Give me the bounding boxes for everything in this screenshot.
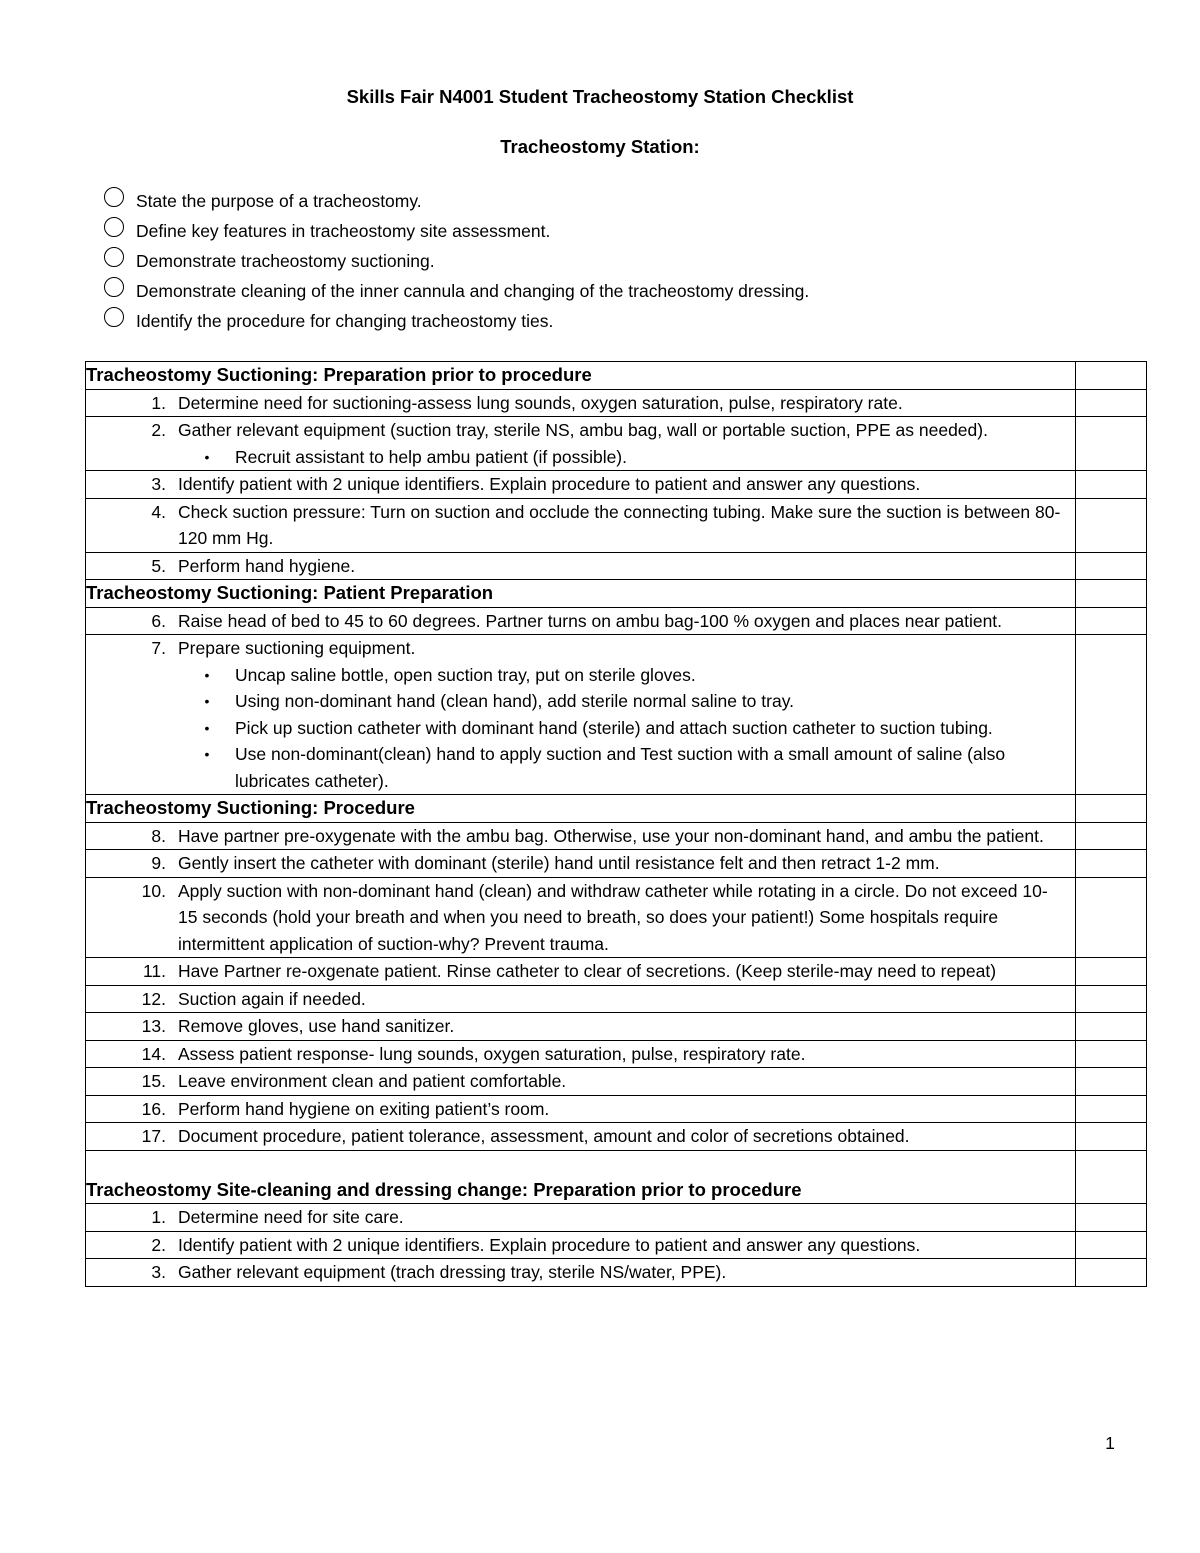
step-cell [86,1231,1076,1259]
check-box-cell[interactable] [1076,607,1147,635]
step-row [86,1095,1147,1123]
step-text: Gather relevant equipment (trach dressing tray, sterile NS/water, PPE). [178,1262,727,1282]
checklist-table [85,361,1147,1287]
step-cell [86,822,1076,850]
step-number: 3. [151,474,166,494]
step-row [86,985,1147,1013]
step-cell [86,1259,1076,1287]
step-row [86,498,1147,552]
check-box-cell[interactable] [1076,552,1147,580]
bullet-text: Use non-dominant(clean) hand to apply suction and Test suction with a small amount of saline (also lubricates catheter). [235,744,1006,791]
step-row [86,1231,1147,1259]
step-text: Assess patient response- lung sounds, oxygen saturation, pulse, respiratory rate. [178,1043,806,1064]
step-cell [86,498,1076,552]
objective-item [104,246,1104,276]
step-text: Determine need for suctioning-assess lung sounds, oxygen saturation, pulse, respiratory rate. [178,392,903,413]
bullet-item [178,688,1063,715]
step-text: Check suction pressure: Turn on suction and occlude the connecting tubing. Make sure the suction is between 80-120 mm Hg. [178,501,1061,548]
check-box-cell[interactable] [1076,1204,1147,1232]
section-heading: Tracheostomy Site-cleaning and dressing change: Preparation prior to procedure [86,1150,1076,1204]
page-number: 1 [1105,1433,1115,1453]
step-number: 3. [151,1262,166,1282]
step-cell [86,877,1076,958]
objective-item [104,216,1104,246]
check-box-cell[interactable] [1076,822,1147,850]
objective-item [104,186,1104,216]
check-box-cell[interactable] [1076,1150,1147,1204]
step-number: 13. [141,1016,166,1036]
check-box-cell[interactable] [1076,471,1147,499]
step-cell [86,635,1076,795]
step-number: 2. [151,1234,166,1255]
check-box-cell[interactable] [1076,958,1147,986]
bullet-icon: • [204,746,210,762]
bullet-item [178,715,1063,742]
step-row [86,1040,1147,1068]
step-cell [86,552,1076,580]
check-box-cell[interactable] [1076,389,1147,417]
check-box-cell[interactable] [1076,362,1147,390]
check-box-cell[interactable] [1076,985,1147,1013]
step-number: 7. [151,638,166,658]
step-number: 2. [151,420,166,440]
step-row [86,1259,1147,1287]
check-box-cell[interactable] [1076,1259,1147,1287]
objective-item [104,306,1104,336]
bullet-icon: • [204,719,210,736]
step-cell [86,1204,1076,1232]
check-box-cell[interactable] [1076,1231,1147,1259]
step-row [86,471,1147,499]
section-header-row [86,795,1147,823]
objective-text: Demonstrate tracheostomy suctioning. [136,250,435,271]
step-row [86,1068,1147,1096]
check-box-cell[interactable] [1076,580,1147,608]
step-number: 9. [151,853,166,873]
step-cell [86,1040,1076,1068]
objective-text: Define key features in tracheostomy site assessment. [136,220,551,241]
step-text: Suction again if needed. [178,988,366,1009]
step-row [86,552,1147,580]
station-heading: Tracheostomy Station: [500,136,700,157]
objective-text: Demonstrate cleaning of the inner cannula and changing of the tracheostomy dressing. [136,280,810,301]
bullet-list [178,444,1063,471]
step-text: Prepare suctioning equipment. [178,638,416,658]
step-cell [86,985,1076,1013]
bullet-item [178,444,1063,471]
check-box-cell[interactable] [1076,1068,1147,1096]
step-number: 8. [151,825,166,846]
checkbox-circle-icon[interactable] [104,247,124,267]
step-row [86,635,1147,795]
check-box-cell[interactable] [1076,1095,1147,1123]
step-cell [86,389,1076,417]
check-box-cell[interactable] [1076,850,1147,878]
step-row [86,417,1147,471]
section-heading: Tracheostomy Suctioning: Patient Preparation [86,580,1076,608]
step-cell [86,1095,1076,1123]
check-box-cell[interactable] [1076,635,1147,795]
step-number: 15. [141,1071,166,1091]
check-box-cell[interactable] [1076,877,1147,958]
bullet-list [178,662,1063,795]
section-heading: Tracheostomy Suctioning: Preparation prior to procedure [86,362,1076,390]
step-row [86,958,1147,986]
bullet-icon: • [204,693,210,709]
step-text: Remove gloves, use hand sanitizer. [178,1016,455,1036]
step-text: Have Partner re-oxgenate patient. Rinse catheter to clear of secretions. (Keep sterile-may need to repeat) [178,961,997,981]
step-cell [86,1013,1076,1041]
step-row [86,389,1147,417]
checkbox-circle-icon[interactable] [104,307,124,327]
check-box-cell[interactable] [1076,1123,1147,1151]
step-number: 6. [151,610,166,631]
step-text: Gather relevant equipment (suction tray, sterile NS, ambu bag, wall or portable suction, PPE as needed). [178,420,988,440]
objective-text: State the purpose of a tracheostomy. [136,190,422,211]
step-text: Identify patient with 2 unique identifiers. Explain procedure to patient and answer any questions. [178,474,921,494]
step-number: 1. [151,392,166,413]
checkbox-circle-icon[interactable] [104,187,124,207]
step-text: Apply suction with non-dominant hand (clean) and withdraw catheter while rotating in a circle. Do not exceed 10-15 seconds (hold your breath and when you need to breath, so does your patient!) Some hospitals require intermittent application of suction-why? Prevent trauma. [178,880,1048,954]
step-cell [86,1123,1076,1151]
step-number: 11. [142,961,166,981]
check-box-cell[interactable] [1076,1013,1147,1041]
bullet-text: Recruit assistant to help ambu patient (if possible). [235,446,627,467]
step-row [86,607,1147,635]
check-box-cell[interactable] [1076,795,1147,823]
step-number: 16. [141,1098,166,1119]
step-number: 14. [141,1043,166,1064]
step-row [86,822,1147,850]
step-row [86,1123,1147,1151]
step-cell [86,1068,1076,1096]
step-cell [86,417,1076,471]
step-number: 4. [151,501,166,522]
step-text: Perform hand hygiene. [178,555,356,576]
section-header-row [86,1150,1147,1204]
step-text: Identify patient with 2 unique identifiers. Explain procedure to patient and answer any questions. [178,1234,921,1255]
step-row [86,850,1147,878]
check-box-cell[interactable] [1076,498,1147,552]
bullet-text: Uncap saline bottle, open suction tray, put on sterile gloves. [235,664,696,685]
bullet-text: Pick up suction catheter with dominant hand (sterile) and attach suction catheter to suction tubing. [235,717,993,738]
step-cell [86,607,1076,635]
step-number: 12. [141,988,166,1009]
bullet-item [178,662,1063,689]
bullet-icon: • [204,666,210,683]
checkbox-circle-icon[interactable] [104,217,124,237]
step-text: Document procedure, patient tolerance, assessment, amount and color of secretions obtained. [178,1126,910,1146]
section-header-row [86,362,1147,390]
step-row [86,877,1147,958]
step-cell [86,850,1076,878]
step-number: 10. [141,880,166,901]
check-box-cell[interactable] [1076,417,1147,471]
step-row [86,1204,1147,1232]
checkbox-circle-icon[interactable] [104,277,124,297]
step-number: 17. [141,1126,166,1146]
step-row [86,1013,1147,1041]
step-text: Perform hand hygiene on exiting patient’s room. [178,1098,550,1119]
objectives-list [104,186,1104,336]
section-heading: Tracheostomy Suctioning: Procedure [86,795,1076,823]
bullet-item [178,741,1063,794]
step-text: Determine need for site care. [178,1207,404,1227]
step-cell [86,471,1076,499]
bullet-icon: • [204,448,210,465]
step-text: Have partner pre-oxygenate with the ambu bag. Otherwise, use your non-dominant hand, and ambu the patient. [178,825,1044,846]
step-text: Gently insert the catheter with dominant (sterile) hand until resistance felt and then retract 1-2 mm. [178,853,940,873]
step-cell [86,958,1076,986]
objective-item [104,276,1104,306]
step-text: Raise head of bed to 45 to 60 degrees. Partner turns on ambu bag-100 % oxygen and places near patient. [178,610,1003,631]
step-number: 1. [151,1207,166,1227]
section-header-row [86,580,1147,608]
check-box-cell[interactable] [1076,1040,1147,1068]
step-text: Leave environment clean and patient comfortable. [178,1071,567,1091]
page-title: Skills Fair N4001 Student Tracheostomy Station Checklist [346,86,854,107]
bullet-text: Using non-dominant hand (clean hand), add sterile normal saline to tray. [235,691,795,711]
objective-text: Identify the procedure for changing tracheostomy ties. [136,310,554,331]
step-number: 5. [151,555,166,576]
